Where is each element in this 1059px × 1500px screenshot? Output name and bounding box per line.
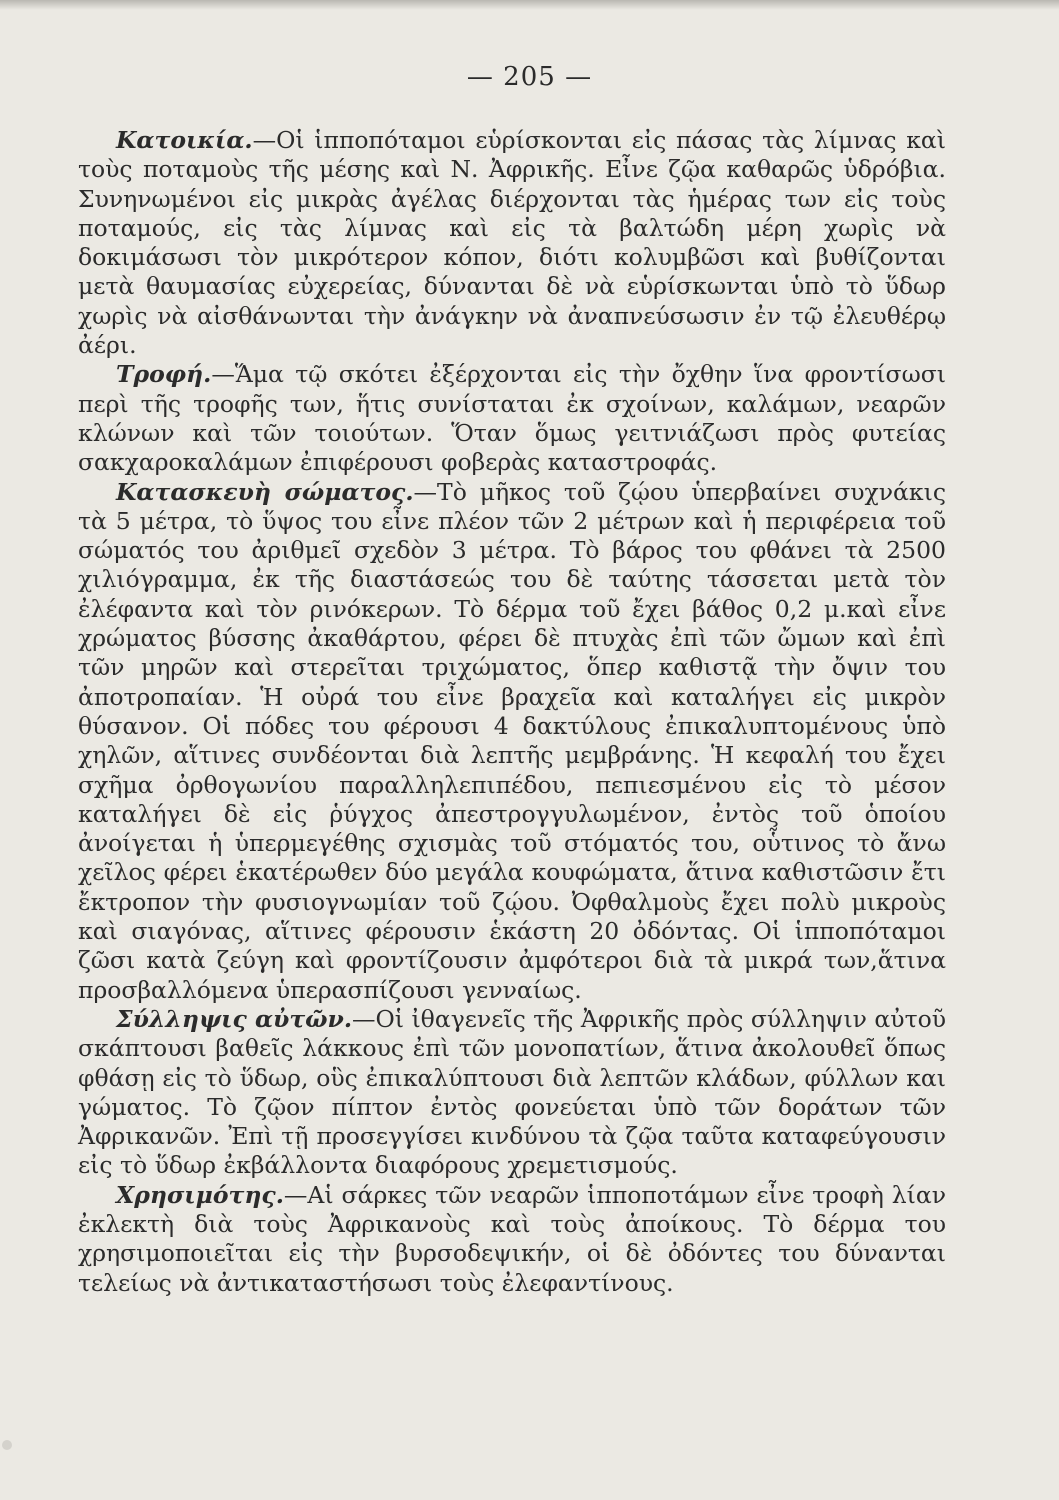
binding-hole-mark	[2, 1440, 12, 1450]
section-text-body-structure: —Τὸ μῆκος τοῦ ζῴου ὑπερβαίνει συχνάκις τὰ 5 μέτρα, τὸ ὕψος του εἶνε πλέον τῶν 2 μέτρων καὶ ἡ περιφέρεια τοῦ σώματός του ἀριθμεῖ σχεδὸν 3 μέτρα. Τὸ βάρος του φθάνει τὰ 2500 χιλιόγραμμα, ἐκ τῆς διαστάσεώς του δὲ ταύτης τάσσεται μετὰ τὸν ἐλέφαντα καὶ τὸν ρινόκερων. Τὸ δέρμα τοῦ ἔχει βάθος 0,2 μ.καὶ εἶνε χρώματος βύσσης ἀκαθάρτου, φέρει δὲ πτυχὰς ἐπὶ τῶν ὤμων καὶ ἐπὶ τῶν μηρῶν καὶ στερεῖται τριχώματος, ὅπερ καθιστᾷ τὴν ὄψιν του ἀποτροπαίαν. Ἡ οὐρά του εἶνε βραχεῖα καὶ καταλήγει εἰς μικρὸν θύσανον. Οἱ πόδες του φέρουσι 4 δακτύλους ἐπικαλυπτομένους ὑπὸ χηλῶν, αἵτινες συνδέονται διὰ λεπτῆς μεμβράνης. Ἡ κεφαλή του ἔχει σχῆμα ὀρθογωνίου παραλληλεπιπέδου, πεπιεσμένου εἰς τὸ μέσον καταλήγει δὲ εἰς ῥύγχος ἀπεστρογγυλωμένον, ἐντὸς τοῦ ὁποίου ἀνοίγεται ἡ ὑπερμεγέθης σχισμὰς τοῦ στόματός του, οὗτινος τὸ ἄνω χεῖλος φέρει ἑκατέρωθεν δύο μεγάλα κουφώματα, ἅτινα καθιστῶσιν ἔτι ἔκτροπον τὴν φυσιογνωμίαν τοῦ ζῴου. Ὀφθαλμοὺς ἔχει πολὺ μικροὺς καὶ σιαγόνας, αἵτινες φέρουσιν ἑκάστη 20 ὀδόντας. Οἱ ἱπποπόταμοι ζῶσι κατὰ ζεύγη καὶ φροντίζουσιν ἀμφότεροι διὰ τὰ μικρά των,ἅτινα προσβαλλόμενα ὑπερασπίζουσι γενναίως.	[78, 477, 946, 1004]
section-food	[78, 360, 946, 477]
page-body	[78, 126, 946, 1298]
section-heading-usefulness: Χρησιμότης.	[116, 1180, 284, 1209]
section-text-capture: —Οἱ ἰθαγενεῖς τῆς Ἀφρικῆς πρὸς σύλληψιν αὐτοῦ σκάπτουσι βαθεῖς λάκκους ἐπὶ τῶν μονοπατίων, ἅτινα ἀκολουθεῖ ὅπως φθάσῃ εἰς τὸ ὕδωρ, οὓς ἐπικαλύπτουσι διὰ λεπτῶν κλάδων, φύλλων και γώματος. Τὸ ζῷον πίπτον ἐντὸς φονεύεται ὑπὸ τῶν δοράτων τῶν Ἀφρικανῶν. Ἐπὶ τῇ προσεγγίσει κινδύνου τὰ ζῷα ταῦτα καταφεύγουσιν εἰς τὸ ὕδωρ ἐκβάλλοντα διαφόρους χρεμετισμούς.	[78, 1004, 947, 1180]
section-habitat	[78, 126, 946, 360]
section-text-usefulness: —Αἱ σάρκες τῶν νεαρῶν ἱπποποτάμων εἶνε τροφὴ λίαν ἐκλεκτὴ διὰ τοὺς Ἀφρικανοὺς καὶ τοὺς ἀποίκους. Τὸ δέρμα του χρησιμοποιεῖται εἰς τὴν βυρσοδεψικήν, οἱ δὲ ὀδόντες του δύνανται τελείως νὰ ἀντικαταστήσωσι τοὺς ἐλεφαντίνους.	[78, 1180, 946, 1297]
section-heading-habitat: Κατοικία.	[116, 126, 253, 154]
section-heading-food: Τροφή.	[116, 360, 212, 389]
page-number: — 205 —	[466, 62, 593, 92]
section-text-food: —Ἅμα τῷ σκότει ἐξέρχονται εἰς τὴν ὄχθην ἵνα φροντίσωσι περὶ τῆς τροφῆς των, ἥτις συνίσταται ἐκ σχοίνων, καλάμων, νεαρῶν κλώνων καὶ τῶν τοιούτων. Ὅταν ὅμως γειτνιάζωσι πρὸς φυτείας σακχαροκαλάμων ἐπιφέρουσι φοβερὰς καταστροφάς.	[78, 360, 946, 477]
page-top-shadow	[0, 0, 1059, 10]
section-capture	[78, 1005, 946, 1181]
section-text-habitat: —Οἱ ἱπποπόταμοι εὑρίσκονται εἰς πάσας τὰς λίμνας καὶ τοὺς ποταμοὺς τῆς μέσης καὶ Ν. Ἀφρικῆς. Εἶνε ζῷα καθαρῶς ὑδρόβια. Συνηνωμένοι εἰς μικρὰς ἀγέλας διέρχονται τὰς ἡμέρας των εἰς τοὺς ποταμούς, εἰς τὰς λίμνας καὶ εἰς τὰ βαλτώδη μέρη χωρὶς νὰ δοκιμάσωσι τὸν μικρότερον κόπον, διότι κολυμβῶσι καὶ βυθίζονται μετὰ θαυμασίας εὐχερείας, δύνανται δὲ νὰ εὑρίσκωνται ὑπὸ τὸ ὕδωρ χωρὶς νὰ αἰσθάνωνται τὴν ἀνάγκην νὰ ἀναπνεύσωσιν ἐν τῷ ἐλευθέρῳ ἀέρι.	[78, 126, 946, 360]
section-body-structure	[78, 478, 946, 1005]
section-usefulness	[78, 1181, 946, 1298]
section-heading-body-structure: Κατασκευὴ σώματος.	[116, 477, 414, 506]
section-heading-capture: Σύλληψις αὐτῶν.	[116, 1004, 353, 1033]
